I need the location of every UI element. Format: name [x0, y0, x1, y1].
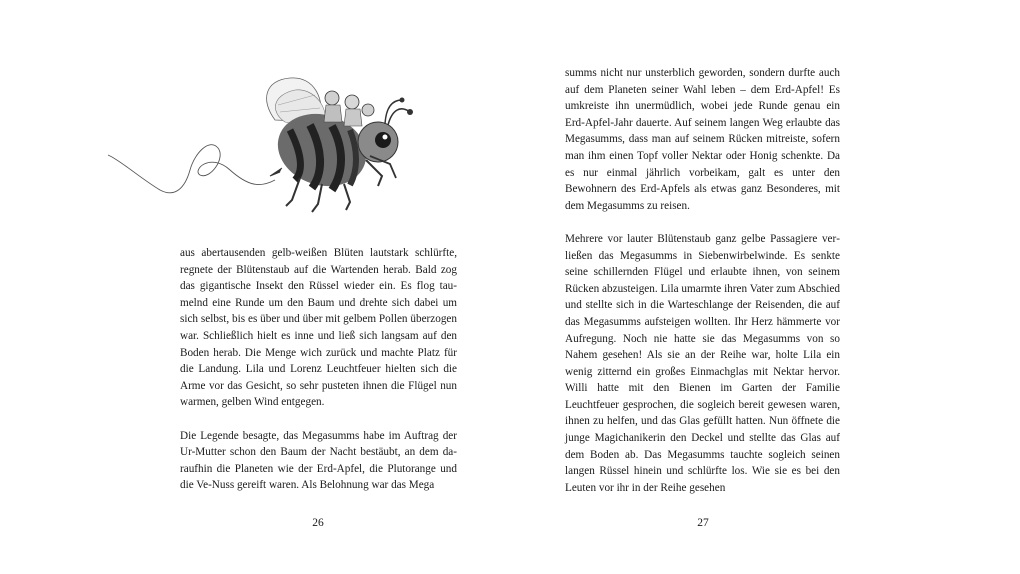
page-number-left: 26 [312, 517, 324, 529]
page-number-right: 27 [697, 517, 709, 529]
bee-illustration [100, 60, 430, 220]
left-paragraph-2: Die Legende besagte, das Megasumms habe im Auftrag der Ur-Mutter schon den Baum der Nacht bestäubt, an dem daraufhin die Planeten wie der Erd-Apfel, die Plutorange und die Ve-Nuss gereift waren. Als Belohnung war das Mega [180, 429, 457, 492]
right-page [510, 0, 1020, 574]
right-paragraph-2: Mehrere vor lauter Blütenstaub ganz gelbe Passagiere verließen das Megasumms in Siebenwirbelwinde. Es senkte seine schillernden Flügel und erlaubte ihnen, von seinem Rücken abzusteigen. Lila umarmte ihren Vater zum Abschied und stellte sich in die Warteschlange der Reisenden, die auf das Megasumms aufsteigen wollten. Ihr Herz hämmerte vor Aufregung. Noch nie hatte sie das Megasumms von so Nahem gesehen! Als sie an der Reihe war, holte Lila ein wenig zitternd ein großes Einmachglas mit Nektar hervor. Willi hatte mit den Bienen im Garten der Familie Leuchtfeuer gesprochen, die sogleich bereit gewesen waren, ihnen zu helfen, und das Glas gefüllt hatten. Nun öffnete die junge Magichanikerin den Deckel und stellte das Glas auf dem Boden ab. Das Megasumms tauchte sogleich seinen langen Rüssel hinein und schlürfte los. Wie sie es bei den Leuten vor ihr in der Reihe gesehen [565, 232, 840, 494]
right-paragraph-1: summs nicht nur unsterblich geworden, sondern durfte auch auf dem Planeten seiner Wahl leben – dem Erd-Apfel! Es umkreiste ihn unermüdlich, wobei jede Runde genau ein Erd-Apfel-Jahr dauerte. Auf seinem langen Weg erlaubte das Megasumms, dass man auf seinem Rücken mitreiste, sofern man ihm einen Topf voller Nektar oder Honig schenkte. Da es nur einmal jährlich vorbeikam, galt es unter den Bewohnern des Erd-Apfels als etwas ganz Besonderes, mit dem Megasumms zu reisen. [565, 67, 840, 212]
left-paragraph-1: aus abertausenden gelb-weißen Blüten lautstark schlürfte, regnete der Blütenstaub auf die Wartenden herab. Bald zog das gigantische Insekt den Rüssel wieder ein. Es flog taumelnd eine Runde um den Baum und drehte sich dabei um sich selbst, bis es über und über mit gelbem Pollen überzogen war. Schließlich hielt es inne und ließ sich langsam auf den Boden herab. Die Menge wich zurück und machte Platz für die Landung. Lila und Lorenz Leuchtfeuer hielten sich die Arme vor das Gesicht, so sehr pusteten ihnen die Flügel nun warmen, gelben Wind entgegen. [180, 247, 457, 409]
right-page-text [565, 65, 840, 496]
left-page-text [180, 245, 457, 494]
